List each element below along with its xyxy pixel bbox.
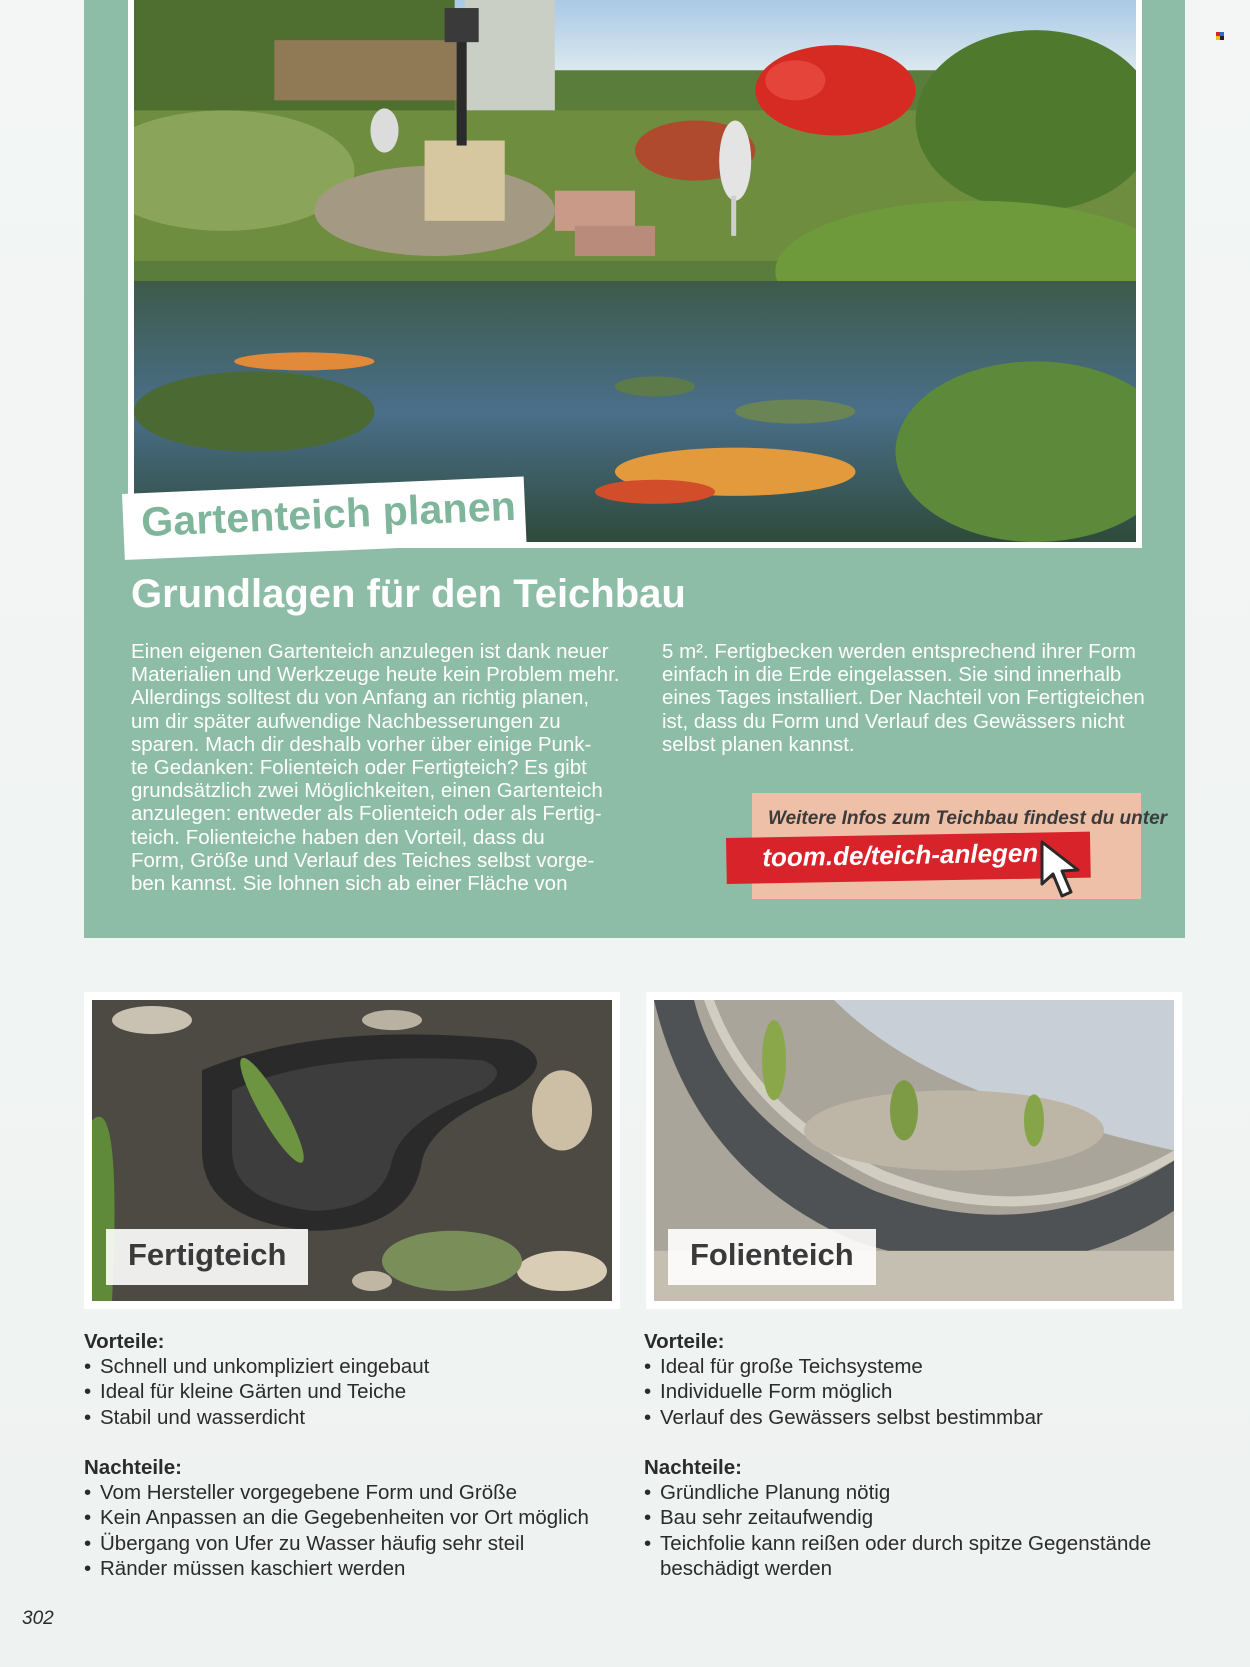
list-item: • Individuelle Form möglich: [644, 1379, 1204, 1404]
section-tag-label: Gartenteich planen: [140, 482, 517, 546]
list-item: • Übergang von Ufer zu Wasser häufig sehr steil: [84, 1531, 624, 1556]
list-item: • Ränder müssen kaschiert werden: [84, 1556, 624, 1581]
list-item: • Ideal für große Teichsysteme: [644, 1354, 1204, 1379]
list-item: • Bau sehr zeitaufwendig: [644, 1505, 1164, 1530]
fertigteich-pros: [84, 1329, 624, 1430]
list-item: • Ideal für kleine Gärten und Teiche: [84, 1379, 624, 1404]
fertigteich-pros-heading: Vorteile:: [84, 1330, 165, 1353]
intro-column-left: [131, 640, 631, 895]
list-item: • Schnell und unkompliziert eingebaut: [84, 1354, 624, 1379]
page-number: 302: [22, 1608, 54, 1629]
list-item: • Kein Anpassen an die Gegebenheiten vor Ort möglich: [84, 1505, 624, 1530]
info-box-text: Weitere Infos zum Teichbau findest du unter: [768, 808, 1168, 829]
link-label: toom.de/teich-anlegen: [762, 837, 1039, 873]
folienteich-pros: [644, 1329, 1204, 1430]
folienteich-pros-heading: Vorteile:: [644, 1330, 725, 1353]
mouse-cursor-icon: [1038, 840, 1096, 902]
folienteich-cons: [644, 1455, 1164, 1581]
fertigteich-cons: [84, 1455, 624, 1581]
folienteich-cons-list: [644, 1480, 1164, 1581]
teich-anlegen-link[interactable]: [726, 832, 1091, 884]
fertigteich-cons-heading: Nachteile:: [84, 1456, 182, 1479]
list-item: • Stabil und wasserdicht: [84, 1405, 624, 1430]
folienteich-cons-heading: Nachteile:: [644, 1456, 742, 1479]
hero-photo-frame: [128, 0, 1142, 548]
list-item: • Verlauf des Gewässers selbst bestimmbar: [644, 1405, 1204, 1430]
list-item: • Vom Hersteller vorgegebene Form und Größe: [84, 1480, 624, 1505]
color-registration-icon: [1216, 32, 1224, 40]
intro-column-right: [662, 640, 1162, 756]
fertigteich-cons-list: [84, 1480, 624, 1581]
list-item: • Teichfolie kann reißen oder durch spitze Gegenstände beschädigt werden: [644, 1531, 1164, 1581]
garden-pond-photo: [134, 0, 1136, 542]
fertigteich-pros-list: [84, 1354, 624, 1430]
fertigteich-label: Fertigteich: [106, 1229, 308, 1285]
intro-text-right: 5 m². Fertigbecken werden entsprechend ihrer Form einfach in die Erde eingelassen. Sie sind innerhalb eines Tages installiert. Der Nachteil von Fertigteichen ist, dass du Form und Verlauf des Gewässers nicht selbst planen kannst.: [662, 640, 1145, 756]
intro-text-left: Einen eigenen Gartenteich anzulegen ist dank neuer Materialien und Werkzeuge heute kein Problem mehr. Allerdings solltest du von Anfang an richtig planen, um dir später aufwendige Nachbesserungen zu sparen. Mach dir deshalb vorher über einige Punk- te Gedanken: Folienteich oder Fertigteich? Es gibt grundsätzlich zwei Möglichkeiten, einen Gartenteich anzulegen: entweder als Folienteich oder als Fertig- teich. Folienteiche haben den Vorteil, dass du Form, Größe und Verlauf des Teiches selbst vorge- ben kannst. Sie lohnen sich ab einer Fläche von: [131, 640, 620, 896]
page-headline: Grundlagen für den Teichbau: [131, 572, 686, 616]
folienteich-pros-list: [644, 1354, 1204, 1430]
list-item: • Gründliche Planung nötig: [644, 1480, 1164, 1505]
folienteich-label: Folienteich: [668, 1229, 876, 1285]
